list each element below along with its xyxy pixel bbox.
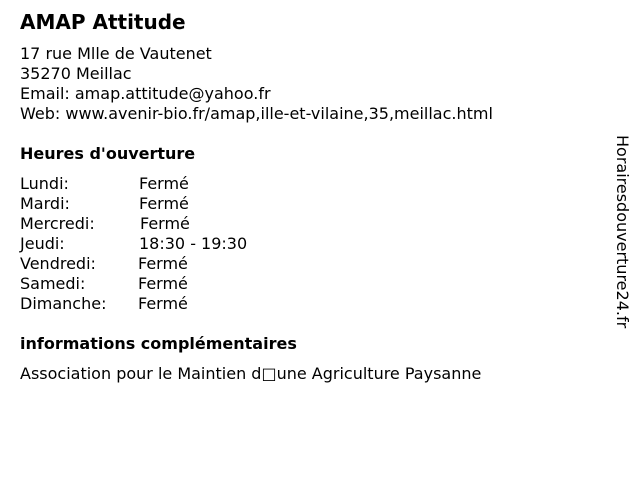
day-label: Lundi:: [20, 174, 69, 193]
street-address: 17 rue Mlle de Vautenet: [20, 44, 212, 63]
city-line: 35270 Meillac: [20, 64, 132, 83]
hours-value: Fermé: [138, 254, 188, 273]
day-label: Mardi:: [20, 194, 70, 213]
hours-value: Fermé: [139, 194, 189, 213]
day-label: Vendredi:: [20, 254, 96, 273]
hours-value: Fermé: [138, 294, 188, 313]
address-block: [20, 44, 493, 124]
hours-value: Fermé: [140, 214, 190, 233]
email-line: Email: amap.attitude@yahoo.fr: [20, 84, 271, 103]
additional-info-text: Association pour le Maintien d□une Agriculture Paysanne: [20, 364, 482, 383]
day-label: Dimanche:: [20, 294, 107, 313]
hours-value: Fermé: [138, 274, 188, 293]
business-name: AMAP Attitude: [20, 10, 186, 34]
additional-info-heading: informations complémentaires: [20, 334, 297, 353]
web-line: Web: www.avenir-bio.fr/amap,ille-et-vilaine,35,meillac.html: [20, 104, 493, 123]
day-label: Samedi:: [20, 274, 86, 293]
hours-value: 18:30 - 19:30: [139, 234, 248, 253]
hours-heading: Heures d'ouverture: [20, 144, 196, 163]
hours-value: Fermé: [139, 174, 189, 193]
watermark-text: Horairesdouverture24.fr: [613, 135, 632, 329]
day-label: Mercredi:: [20, 214, 95, 233]
site-watermark: [612, 135, 632, 345]
day-label: Jeudi:: [20, 234, 65, 253]
